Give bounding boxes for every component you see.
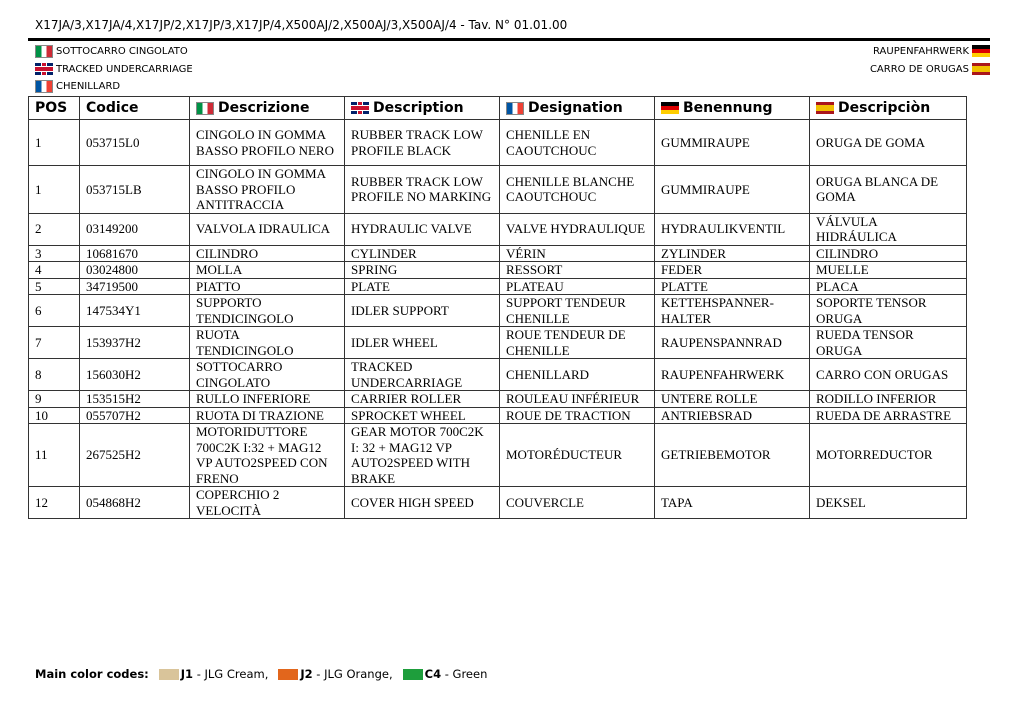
table-row bbox=[29, 391, 967, 408]
cell-de: PLATTE bbox=[655, 278, 810, 295]
document-title: X17JA/3,X17JA/4,X17JP/2,X17JP/3,X17JP/4,X500AJ/2,X500AJ/3,X500AJ/4 - Tav. N° 01.01.00 bbox=[35, 18, 568, 32]
uk-flag-icon bbox=[351, 102, 369, 114]
col-header-fr: Designation bbox=[500, 97, 655, 120]
col-header-pos: POS bbox=[29, 97, 80, 120]
cell-en: GEAR MOTOR 700C2K I: 32 + MAG12 VP AUTO2SPEED WITH BRAKE bbox=[345, 424, 500, 487]
cell-en: CARRIER ROLLER bbox=[345, 391, 500, 408]
cell-fr: SUPPORT TENDEUR CHENILLE bbox=[500, 295, 655, 327]
cell-pos: 12 bbox=[29, 487, 80, 519]
cell-code: 153937H2 bbox=[80, 327, 190, 359]
label-it-text: SOTTOCARRO CINGOLATO bbox=[56, 46, 188, 57]
green-swatch bbox=[403, 669, 423, 680]
col-header-en: Description bbox=[345, 97, 500, 120]
cell-fr: CHENILLE BLANCHE CAOUTCHOUC bbox=[500, 166, 655, 214]
cell-it: PIATTO bbox=[190, 278, 345, 295]
cell-en: IDLER WHEEL bbox=[345, 327, 500, 359]
cell-de: KETTEHSPANNER-HALTER bbox=[655, 295, 810, 327]
cell-it: CINGOLO IN GOMMA BASSO PROFILO NERO bbox=[190, 120, 345, 166]
legend-name: - Green bbox=[441, 667, 488, 681]
cell-fr: CHENILLARD bbox=[500, 359, 655, 391]
cell-en: RUBBER TRACK LOW PROFILE NO MARKING bbox=[345, 166, 500, 214]
cell-de: HYDRAULIKVENTIL bbox=[655, 213, 810, 245]
cell-it: RUOTA DI TRAZIONE bbox=[190, 407, 345, 424]
cell-code: 34719500 bbox=[80, 278, 190, 295]
france-flag-icon bbox=[35, 80, 53, 93]
parts-table bbox=[28, 96, 967, 519]
legend-code: C4 bbox=[424, 667, 442, 681]
spain-flag-icon bbox=[816, 102, 834, 114]
cell-de: GUMMIRAUPE bbox=[655, 120, 810, 166]
cell-code: 156030H2 bbox=[80, 359, 190, 391]
cell-it: COPERCHIO 2 VELOCITÀ bbox=[190, 487, 345, 519]
cell-it: SOTTOCARRO CINGOLATO bbox=[190, 359, 345, 391]
cell-it: VALVOLA IDRAULICA bbox=[190, 213, 345, 245]
cell-en: IDLER SUPPORT bbox=[345, 295, 500, 327]
cell-fr: COUVERCLE bbox=[500, 487, 655, 519]
orange-swatch bbox=[278, 669, 298, 680]
cell-pos: 2 bbox=[29, 213, 80, 245]
cell-de: FEDER bbox=[655, 262, 810, 279]
cell-de: GUMMIRAUPE bbox=[655, 166, 810, 214]
cell-de: ZYLINDER bbox=[655, 245, 810, 262]
cell-code: 053715L0 bbox=[80, 120, 190, 166]
label-it bbox=[35, 45, 188, 58]
cell-de: GETRIEBEMOTOR bbox=[655, 424, 810, 487]
france-flag-icon bbox=[506, 102, 524, 115]
cell-pos: 9 bbox=[29, 391, 80, 408]
cell-pos: 5 bbox=[29, 278, 80, 295]
label-es bbox=[870, 63, 990, 75]
cell-pos: 8 bbox=[29, 359, 80, 391]
col-header-it: Descrizione bbox=[190, 97, 345, 120]
label-de bbox=[873, 45, 990, 57]
cell-en: PLATE bbox=[345, 278, 500, 295]
cell-es: MUELLE bbox=[810, 262, 967, 279]
legend-name: - JLG Cream, bbox=[193, 667, 269, 681]
color-codes-legend bbox=[35, 667, 487, 681]
cell-es: CARRO CON ORUGAS bbox=[810, 359, 967, 391]
legend-name: - JLG Orange, bbox=[312, 667, 393, 681]
cell-en: RUBBER TRACK LOW PROFILE BLACK bbox=[345, 120, 500, 166]
cell-fr: CHENILLE EN CAOUTCHOUC bbox=[500, 120, 655, 166]
label-de-text: RAUPENFAHRWERK bbox=[873, 45, 969, 57]
cell-pos: 6 bbox=[29, 295, 80, 327]
table-row bbox=[29, 487, 967, 519]
table-row bbox=[29, 295, 967, 327]
germany-flag-icon bbox=[661, 102, 679, 114]
table-row bbox=[29, 359, 967, 391]
cell-es: ORUGA BLANCA DE GOMA bbox=[810, 166, 967, 214]
cell-en: CYLINDER bbox=[345, 245, 500, 262]
cell-pos: 11 bbox=[29, 424, 80, 487]
cell-en: HYDRAULIC VALVE bbox=[345, 213, 500, 245]
cell-pos: 3 bbox=[29, 245, 80, 262]
cell-en: COVER HIGH SPEED bbox=[345, 487, 500, 519]
cell-code: 153515H2 bbox=[80, 391, 190, 408]
cell-es: DEKSEL bbox=[810, 487, 967, 519]
spain-flag-icon bbox=[972, 63, 990, 75]
cell-pos: 1 bbox=[29, 120, 80, 166]
cell-fr: ROUE DE TRACTION bbox=[500, 407, 655, 424]
cell-de: RAUPENFAHRWERK bbox=[655, 359, 810, 391]
cell-pos: 7 bbox=[29, 327, 80, 359]
cell-es: RUEDA TENSOR ORUGA bbox=[810, 327, 967, 359]
cell-es: CILINDRO bbox=[810, 245, 967, 262]
cell-fr: PLATEAU bbox=[500, 278, 655, 295]
cell-fr: VALVE HYDRAULIQUE bbox=[500, 213, 655, 245]
col-header-de: Benennung bbox=[655, 97, 810, 120]
cell-es: VÁLVULA HIDRÁULICA bbox=[810, 213, 967, 245]
legend-code: J2 bbox=[300, 667, 313, 681]
cell-fr: VÉRIN bbox=[500, 245, 655, 262]
table-row bbox=[29, 424, 967, 487]
cell-en: SPROCKET WHEEL bbox=[345, 407, 500, 424]
cream-swatch bbox=[159, 669, 179, 680]
cell-code: 053715LB bbox=[80, 166, 190, 214]
cell-it: MOTORIDUTTORE 700C2K I:32 + MAG12 VP AUTO2SPEED CON FRENO bbox=[190, 424, 345, 487]
table-row bbox=[29, 262, 967, 279]
table-row bbox=[29, 407, 967, 424]
label-fr-text: CHENILLARD bbox=[56, 81, 121, 92]
cell-es: SOPORTE TENSOR ORUGA bbox=[810, 295, 967, 327]
cell-code: 147534Y1 bbox=[80, 295, 190, 327]
cell-es: ORUGA DE GOMA bbox=[810, 120, 967, 166]
cell-fr: RESSORT bbox=[500, 262, 655, 279]
cell-de: UNTERE ROLLE bbox=[655, 391, 810, 408]
cell-fr: ROUE TENDEUR DE CHENILLE bbox=[500, 327, 655, 359]
table-row bbox=[29, 120, 967, 166]
label-en bbox=[35, 63, 193, 75]
cell-en: TRACKED UNDERCARRIAGE bbox=[345, 359, 500, 391]
cell-fr: ROULEAU INFÉRIEUR bbox=[500, 391, 655, 408]
table-row bbox=[29, 213, 967, 245]
cell-it: RULLO INFERIORE bbox=[190, 391, 345, 408]
table-row bbox=[29, 166, 967, 214]
cell-it: RUOTA TENDICINGOLO bbox=[190, 327, 345, 359]
cell-it: CINGOLO IN GOMMA BASSO PROFILO ANTITRACCIA bbox=[190, 166, 345, 214]
cell-es: RUEDA DE ARRASTRE bbox=[810, 407, 967, 424]
uk-flag-icon bbox=[35, 63, 53, 75]
table-row bbox=[29, 245, 967, 262]
cell-code: 267525H2 bbox=[80, 424, 190, 487]
cell-pos: 10 bbox=[29, 407, 80, 424]
label-es-text: CARRO DE ORUGAS bbox=[869, 63, 969, 75]
cell-de: TAPA bbox=[655, 487, 810, 519]
cell-it: MOLLA bbox=[190, 262, 345, 279]
italy-flag-icon bbox=[35, 45, 53, 58]
cell-en: SPRING bbox=[345, 262, 500, 279]
label-fr bbox=[35, 80, 120, 93]
cell-code: 10681670 bbox=[80, 245, 190, 262]
legend-label: Main color codes: bbox=[35, 667, 149, 681]
cell-es: RODILLO INFERIOR bbox=[810, 391, 967, 408]
header-rule bbox=[28, 38, 990, 41]
germany-flag-icon bbox=[972, 45, 990, 57]
cell-fr: MOTORÉDUCTEUR bbox=[500, 424, 655, 487]
col-header-es: Descripciòn bbox=[810, 97, 967, 120]
cell-code: 055707H2 bbox=[80, 407, 190, 424]
cell-code: 054868H2 bbox=[80, 487, 190, 519]
cell-es: PLACA bbox=[810, 278, 967, 295]
cell-de: ANTRIEBSRAD bbox=[655, 407, 810, 424]
cell-es: MOTORREDUCTOR bbox=[810, 424, 967, 487]
cell-pos: 1 bbox=[29, 166, 80, 214]
table-header-row bbox=[29, 97, 967, 120]
label-en-text: TRACKED UNDERCARRIAGE bbox=[56, 63, 193, 75]
cell-pos: 4 bbox=[29, 262, 80, 279]
legend-code: J1 bbox=[180, 667, 194, 681]
cell-it: SUPPORTO TENDICINGOLO bbox=[190, 295, 345, 327]
cell-code: 03149200 bbox=[80, 213, 190, 245]
table-row bbox=[29, 278, 967, 295]
cell-code: 03024800 bbox=[80, 262, 190, 279]
table-row bbox=[29, 327, 967, 359]
cell-it: CILINDRO bbox=[190, 245, 345, 262]
col-header-code: Codice bbox=[80, 97, 190, 120]
cell-de: RAUPENSPANNRAD bbox=[655, 327, 810, 359]
italy-flag-icon bbox=[196, 102, 214, 115]
